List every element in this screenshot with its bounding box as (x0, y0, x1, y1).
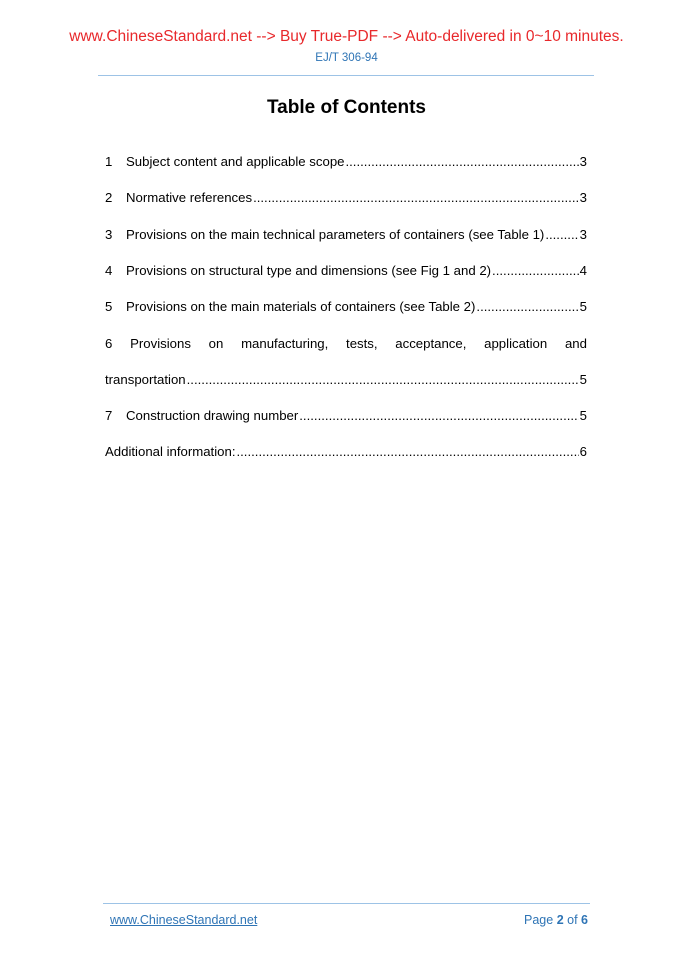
toc-entry-number: 2 (105, 190, 113, 205)
toc-entry-title-word: acceptance, (395, 336, 467, 351)
page-of-label: of (567, 913, 578, 927)
dot-leader (476, 298, 578, 316)
page-label: Page (524, 913, 554, 927)
toc-entry-page: 5 (579, 372, 587, 387)
toc-entry-title-word: Provisions (130, 336, 191, 351)
toc-entry-title: Subject content and applicable scope (126, 154, 345, 169)
dot-leader (345, 153, 578, 171)
toc-entry-2[interactable] (105, 189, 587, 207)
toc-entry-title-word: and (564, 336, 587, 351)
current-page-number: 2 (556, 913, 564, 927)
toc-entry-6-line-1[interactable] (105, 335, 587, 353)
total-page-count: 6 (581, 913, 588, 927)
toc-entry-title: Normative references (126, 190, 253, 205)
toc-entry-number: 3 (105, 227, 113, 242)
toc-entry-number: 6 (105, 336, 113, 351)
toc-entry-number: 4 (105, 263, 113, 278)
toc-entry-title-continued: transportation (105, 372, 186, 387)
toc-entry-number: 5 (105, 299, 113, 314)
document-code: EJ/T 306-94 (315, 52, 378, 64)
footer-divider (103, 903, 590, 904)
toc-entry-title-word: manufacturing, (241, 336, 329, 351)
toc-entry-page: 4 (579, 263, 587, 278)
toc-entry-title-word: tests, (346, 336, 378, 351)
toc-entry-title: Additional information: (105, 444, 236, 459)
toc-entry-title: Provisions on the main materials of containers (see Table 2) (126, 299, 476, 314)
dot-leader (492, 262, 579, 280)
header-divider (98, 75, 594, 76)
dot-leader (545, 226, 578, 244)
toc-entry-6-line-2[interactable] (105, 371, 587, 389)
toc-entry-3[interactable] (105, 226, 587, 244)
toc-entry-title: Provisions on structural type and dimensions (see Fig 1 and 2) (126, 263, 492, 278)
toc-entry-number: 1 (105, 154, 113, 169)
toc-entry-number: 7 (105, 408, 113, 423)
toc-entry-1[interactable] (105, 153, 587, 171)
toc-entry-additional-information[interactable] (105, 443, 587, 461)
toc-entry-title: Construction drawing number (126, 408, 299, 423)
page-title: Table of Contents (266, 97, 427, 118)
dot-leader (253, 189, 579, 207)
dot-leader (187, 371, 579, 389)
toc-entry-page: 5 (579, 408, 587, 423)
top-banner[interactable]: www.ChineseStandard.net --> Buy True-PDF --> Auto-delivered in 0~10 minutes. (69, 28, 624, 45)
toc-entry-page: 3 (579, 154, 587, 169)
dot-leader (236, 443, 578, 461)
toc-entry-title-word: application (484, 336, 548, 351)
toc-entry-page: 5 (579, 299, 587, 314)
toc-entry-page: 3 (579, 190, 587, 205)
dot-leader (299, 407, 578, 425)
footer-website-link[interactable]: www.ChineseStandard.net (110, 913, 258, 927)
toc-entry-4[interactable] (105, 262, 587, 280)
page-indicator (524, 913, 588, 927)
toc-entry-5[interactable] (105, 298, 587, 316)
toc-entry-7[interactable] (105, 407, 587, 425)
toc-entry-page: 6 (579, 444, 587, 459)
toc-entry-title-word: on (208, 336, 224, 351)
toc-entry-title: Provisions on the main technical parameters of containers (see Table 1) (126, 227, 545, 242)
toc-entry-page: 3 (579, 227, 587, 242)
